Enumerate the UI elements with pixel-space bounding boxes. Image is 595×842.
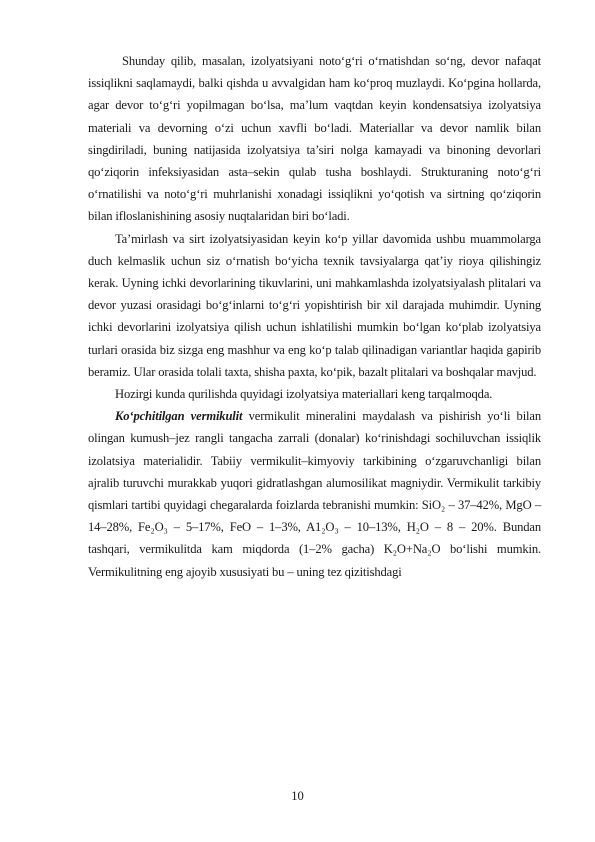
document-body: [88, 50, 541, 583]
paragraph-insulation-errors: Shunday qilib, masalan, izolyatsiyani notoʻgʻri oʻrnatishdan soʻng, devor nafaqat issiqlikni saqlamaydi, balki qishda u avvalgidan ham koʻproq muzlaydi. Koʻpgina hollarda, agar devor toʻgʻri yopilmagan boʻlsa, ma’lum vaqtdan keyin kondensatsiya izolyatsiya materiali va devorning oʻzi uchun xavfli boʻladi. Materiallar va devor namlik bilan singdiriladi, buning natijasida izolyatsiya ta’siri nolga kamayadi va binoning devorlari qoʻziqorin infeksiyasidan asta–sekin qulab tusha boshlaydi. Strukturaning notoʻgʻri oʻrnatilishi va notoʻgʻri muhrlanishi xonadagi issiqlikni yoʻqotish va sirtning qoʻziqorin bilan ifloslanishining asosiy nuqtalaridan biri boʻladi.: [88, 54, 541, 224]
paragraph-common-materials: Hozirgi kunda qurilishda quyidagi izolyatsiya materiallari keng tarqalmoqda.: [115, 387, 493, 402]
paragraph-vermiculite: [88, 405, 541, 583]
vermiculite-description: vermikulit mineralini maydalash va pishirish yoʻli bilan olingan kumush–jez rangli tangacha zarrali (donalar) koʻrinishdagi sochiluvchan issiqlik izolatsiya materialidir. Tabiiy vermikulit–kimyoviy tarkibining oʻzgaruvchanligi bilan ajralib turuvchi murakkab yuqori gidratlashgan alumosilikat magniydir. Vermikulit tarkibiy qismlari tartibi quyidagi chegaralarda foizlarda tebranishi mumkin: SiO₂ – 37–42%, MgO – 14–28%, Fe₂O₃ – 5–17%, FeO – 1–3%, A1₂O₃ – 10–13%, H₂O – 8 – 20%. Bundan tashqari, vermikulitda kam miqdorda (1–2% gacha) K₂O+Na₂O boʻlishi mumkin. Vermikulitning eng ajoyib xususiyati bu – uning tez qizitishdagi: [88, 409, 541, 579]
paragraph-installation-advice: Ta’mirlash va sirt izolyatsiyasidan keyin koʻp yillar davomida ushbu muammolarga duch kelmaslik uchun siz oʻrnatish boʻyicha texnik tavsiyalarga qat’iy rioya qilishingiz kerak. Uyning ichki devorlarining tikuvlarini, uni mahkamlashda izolyatsiyalash plitalari va devor yuzasi orasidagi boʻgʻinlarni toʻgʻri yopishtirish bir xil darajada muhimdir. Uyning ichki devorlarini izolyatsiya qilish uchun ishlatilishi mumkin boʻlgan koʻplab izolyatsiya turlari orasida biz sizga eng mashhur va eng koʻp talab qilinadigan variantlar haqida gapirib beramiz. Ular orasida tolali taxta, shisha paxta, koʻpik, bazalt plitalari va boshqalar mavjud.: [88, 231, 541, 379]
page-number: 10: [291, 789, 304, 803]
term-vermiculite: Koʻpchitilgan vermikulit: [115, 409, 243, 424]
